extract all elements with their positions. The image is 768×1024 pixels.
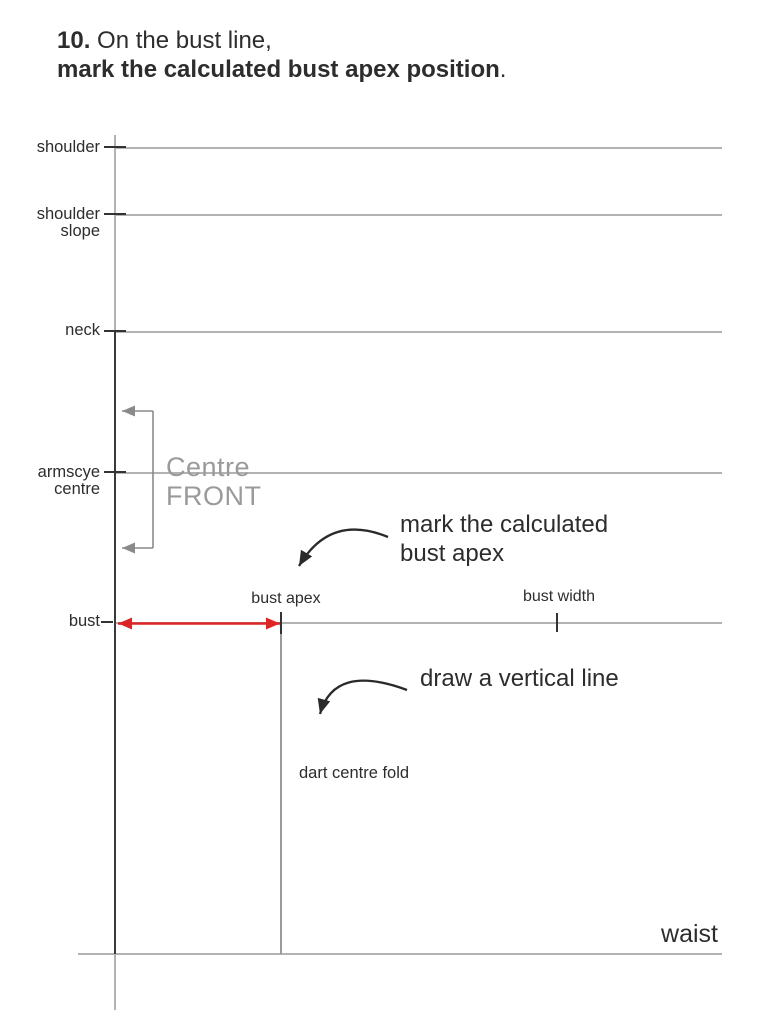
centre-front-label-line2: FRONT bbox=[166, 481, 262, 511]
shoulder-slope-label-line1: shoulder bbox=[36, 205, 100, 223]
mark-bust-apex-annotation bbox=[400, 511, 608, 568]
mark-bust-apex-annotation-line2: bust apex bbox=[400, 539, 505, 567]
waist-label: waist bbox=[661, 920, 718, 948]
title-line-2 bbox=[57, 55, 506, 84]
shoulder-slope-label bbox=[37, 206, 100, 240]
title-line-1 bbox=[57, 26, 506, 55]
dart-centre-fold-line bbox=[280, 623, 282, 954]
bust-label-dash bbox=[101, 621, 113, 623]
centre-front-line-lower bbox=[114, 954, 116, 1010]
centre-front-label bbox=[166, 453, 261, 511]
neck-line bbox=[115, 331, 722, 333]
title-line-2-period: . bbox=[499, 56, 507, 83]
bust-apex-label: bust apex bbox=[251, 590, 321, 607]
bust-width-tick bbox=[556, 613, 558, 632]
step-number: 10. bbox=[57, 27, 91, 54]
centre-front-line-upper bbox=[114, 135, 116, 332]
mark-bust-apex-annotation-line1: mark the calculated bbox=[400, 511, 609, 538]
shoulder-tick bbox=[104, 146, 126, 148]
dart-centre-fold-label: dart centre fold bbox=[299, 764, 410, 782]
neck-label: neck bbox=[65, 321, 100, 339]
title-line-2-bold: mark the calculated bust apex position bbox=[57, 56, 500, 83]
shoulder-slope-tick bbox=[104, 213, 126, 215]
waist-line bbox=[78, 953, 722, 955]
bust-apex-tick bbox=[280, 612, 282, 634]
armscye-centre-tick bbox=[104, 471, 126, 473]
armscye-label-line2: centre bbox=[54, 480, 100, 498]
centre-front-line-main bbox=[114, 331, 116, 954]
title-line-1-text: On the bust line, bbox=[97, 27, 272, 54]
draw-vertical-line-arrow bbox=[320, 681, 407, 714]
shoulder-line bbox=[115, 147, 722, 149]
shoulder-slope-label-line2: slope bbox=[60, 222, 100, 240]
centre-front-bracket bbox=[122, 411, 153, 548]
armscye-centre-label bbox=[38, 464, 100, 498]
shoulder-label: shoulder bbox=[36, 138, 100, 156]
centre-front-label-line1: Centre bbox=[166, 452, 251, 482]
step-instruction-title bbox=[57, 26, 506, 84]
armscye-label-line1: armscye bbox=[37, 463, 100, 481]
shoulder-slope-line bbox=[115, 214, 722, 216]
bust-width-label: bust width bbox=[522, 588, 596, 605]
draw-vertical-line-annotation: draw a vertical line bbox=[420, 665, 619, 692]
neck-tick bbox=[104, 330, 126, 332]
mark-bust-apex-arrow bbox=[299, 530, 388, 566]
bust-line bbox=[115, 622, 722, 624]
bust-label: bust bbox=[68, 612, 100, 630]
